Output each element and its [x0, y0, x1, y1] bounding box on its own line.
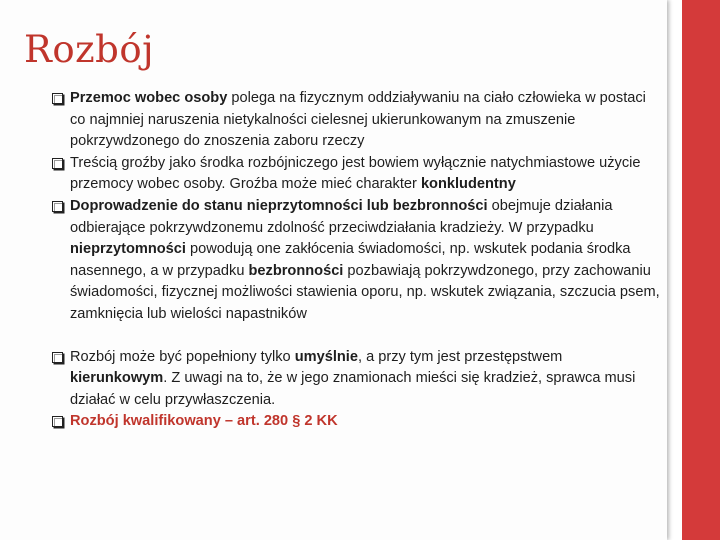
bullet-text: Treścią groźby jako środka rozbójniczego jest bowiem wyłącznie natychmiastowe użycie przemocy wobec osoby. Groźba może mieć charakter [70, 154, 641, 193]
bullet-highlight-text: Rozbój kwalifikowany – art. 280 § 2 KK [70, 413, 338, 430]
bullet-bold-text: kierunkowym [70, 370, 164, 387]
bullet-bold-text: Doprowadzenie do stanu nieprzytomności lub bezbronności [70, 197, 488, 214]
checkbox-bullet-icon [52, 201, 63, 212]
bullet-text: polega na fizycznym oddziaływaniu na ciało człowieka w postaci co najmniej naruszenia nietykalności cielesnej ukierunkowanym na zmuszenie pokrzywdzonego do znoszenia zaboru rzeczy [70, 90, 646, 150]
bullet-text: . Z uwagi na to, że w jego znamionach mieści się kradzież, sprawca musi działać w celu przywłaszczenia. [70, 370, 636, 408]
checkbox-bullet-icon [52, 352, 63, 363]
bullet-text: obejmuje działania odbierające pokrzywdzonemu zdolność przeciwdziałania kradzieży. W przypadku [70, 197, 613, 236]
bullet-item [50, 411, 662, 433]
bullet-bold-text: konkludentny [420, 176, 516, 193]
bullet-text: powodują one zakłócenia świadomości, np. wskutek podania środka nasennego, a w przypadku [70, 241, 631, 279]
checkbox-bullet-icon [52, 93, 63, 104]
bullet-item [50, 196, 662, 326]
bullet-text: , a przy tym jest przestępstwem [357, 348, 563, 365]
bullet-bold-text: nieprzytomności [70, 241, 186, 258]
bullet-text: pozbawiają pokrzywdzonego, przy zachowaniu świadomości, fizycznej możliwości stawienia oporu, np. wskutek związania, szczucia psem, zamknięcia lub wielości napastników [70, 262, 660, 322]
bullet-item [50, 88, 662, 153]
bullet-list [50, 88, 662, 433]
bullet-bold-text: bezbronności [248, 262, 344, 279]
bullet-bold-text: umyślnie [294, 348, 358, 365]
checkbox-bullet-icon [52, 416, 63, 427]
bullet-item [50, 347, 662, 412]
bullet-text: Rozbój może być popełniony tylko [70, 348, 295, 365]
checkbox-bullet-icon [52, 158, 63, 169]
accent-bar [682, 0, 720, 540]
bullet-bold-text: Przemoc wobec osoby [70, 90, 228, 106]
slide-title: Rozbój [24, 28, 155, 71]
bullet-item [50, 153, 662, 196]
